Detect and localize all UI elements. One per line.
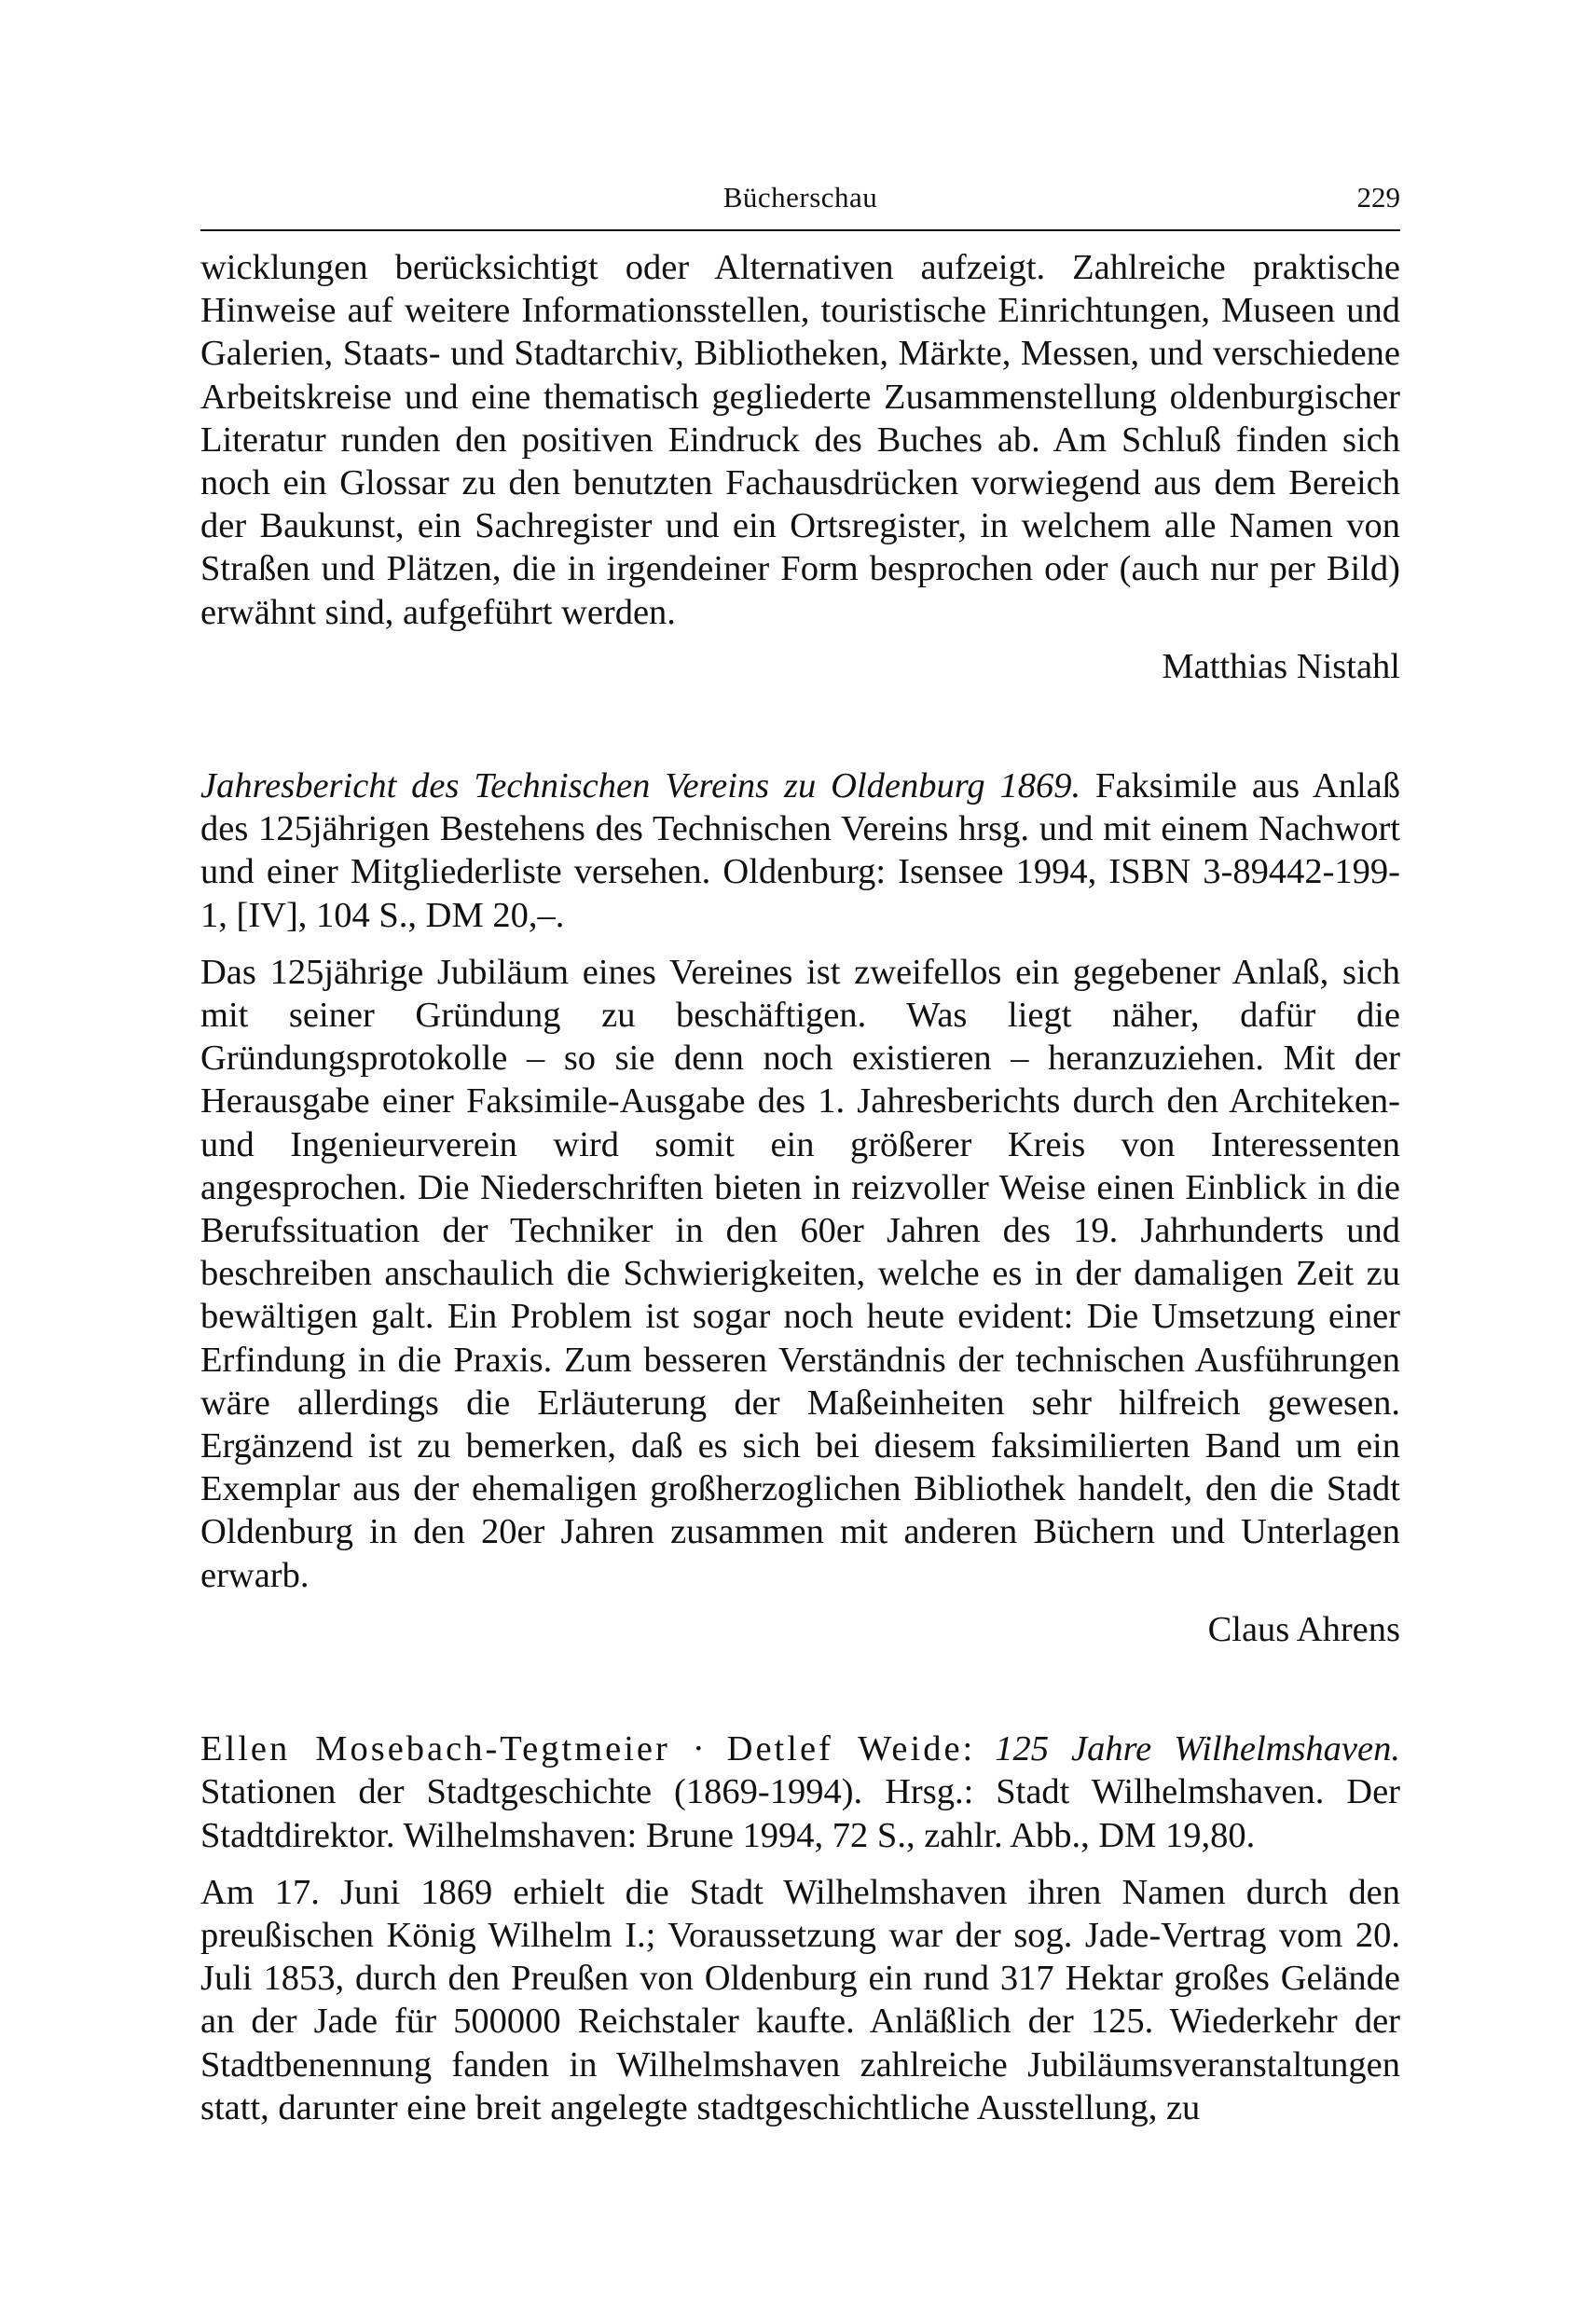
book-title: Jahresbericht des Technischen Vereins zu Oldenburg 1869.	[200, 766, 1081, 806]
review-body: Das 125jährige Jubiläum eines Vereines ist zweifellos ein gegebener Anlaß, sich mit seiner Gründung zu beschäftigen. Was liegt näher, dafür die Gründungsprotokolle – so sie denn noch existieren – heranzuziehen. Mit der Herausgabe einer Faksimile-Ausgabe des 1. Jahresberichts durch den Architeken- und Ingenieurverein wird somit ein größerer Kreis von Interessenten angesprochen. Die Niederschriften bieten in reizvoller Weise einen Einblick in die Berufssituation der Techniker in den 60er Jahren des 19. Jahrhunderts und beschreiben anschaulich die Schwierigkeiten, welche es in der damaligen Zeit zu bewältigen galt. Ein Problem ist sogar noch heute evident: Die Umsetzung einer Erfindung in die Praxis. Zum besseren Verständnis der technischen Ausführungen wäre allerdings die Erläuterung der Maßeinheiten sehr hilfreich gewesen. Ergänzend ist zu bemerken, daß es sich bei diesem faksimilierten Band um ein Exemplar aus der ehemaligen großherzoglichen Bibliothek handelt, den die Stadt Oldenburg in den 20er Jahren zusammen mit anderen Büchern und Unterlagen erwarb.	[200, 952, 1400, 1595]
author-name: Ellen Mosebach-Tegtmeier	[200, 1729, 670, 1769]
book-title: 125 Jahre Wilhelmshaven.	[995, 1729, 1400, 1769]
bibliographic-info: Stationen der Stadtgeschichte (1869-1994). Hrsg.: Stadt Wilhelmshaven. Der Stadtdirektor. Wilhelmshaven: Brune 1994, 72 S., zahlr. Abb., DM 19,80.	[200, 1772, 1400, 1855]
running-title: Bücherschau	[722, 181, 878, 213]
bibliographic-info: Faksimile aus Anlaß des 125jährigen Bestehens des Technischen Vereins hrsg. und mit einem Nachwort und einer Mitgliederliste versehen. Oldenburg: Isensee 1994, ISBN 3-89442-199-1, [IV], 104 S., DM 20,–.	[200, 766, 1401, 935]
reviewer-signature: Claus Ahrens	[1207, 1609, 1400, 1649]
review-entry-header	[200, 764, 1400, 937]
book-page	[200, 177, 1400, 2129]
running-header	[200, 177, 1400, 231]
colon: :	[962, 1729, 996, 1769]
reviewer-signature: Matthias Nistahl	[1162, 646, 1400, 686]
intro-paragraph: wicklungen berücksichtigt oder Alternativen aufzeigt. Zahlreiche praktische Hinweise auf weitere Informationsstellen, touristische Einrichtungen, Museen und Galerien, Staats- und Stadtarchiv, Bibliotheken, Märkte, Messen, und verschiedene Arbeitskreise und eine thematisch gegliederte Zusammenstellung oldenburgischer Literatur runden den positiven Eindruck des Buches ab. Am Schluß finden sich noch ein Glossar zu den benutzten Fachausdrücken vorwiegend aus dem Bereich der Baukunst, ein Sachregister und ein Ortsregister, in welchem alle Namen von Straßen und Plätzen, die in irgendeiner Form besprochen oder (auch nur per Bild) erwähnt sind, aufgeführt werden.	[200, 248, 1400, 632]
page-number: 229	[1356, 181, 1400, 213]
author-name: Detlef Weide	[726, 1729, 963, 1769]
review-body: Am 17. Juni 1869 erhielt die Stadt Wilhelmshaven ihren Namen durch den preußischen König Wilhelm I.; Voraussetzung war der sog. Jade-Vertrag vom 20. Juli 1853, durch den Preußen von Oldenburg ein rund 317 Hektar großes Gelände an der Jade für 500000 Reichstaler kaufte. Anläßlich der 125. Wiederkehr der Stadtbenennung fanden in Wilhelmshaven zahlreiche Jubiläumsveranstaltungen statt, darunter eine breit angelegte stadtgeschichtliche Ausstellung, zu	[200, 1872, 1400, 2127]
author-separator: ·	[669, 1729, 727, 1769]
review-entry-header	[200, 1727, 1400, 1857]
